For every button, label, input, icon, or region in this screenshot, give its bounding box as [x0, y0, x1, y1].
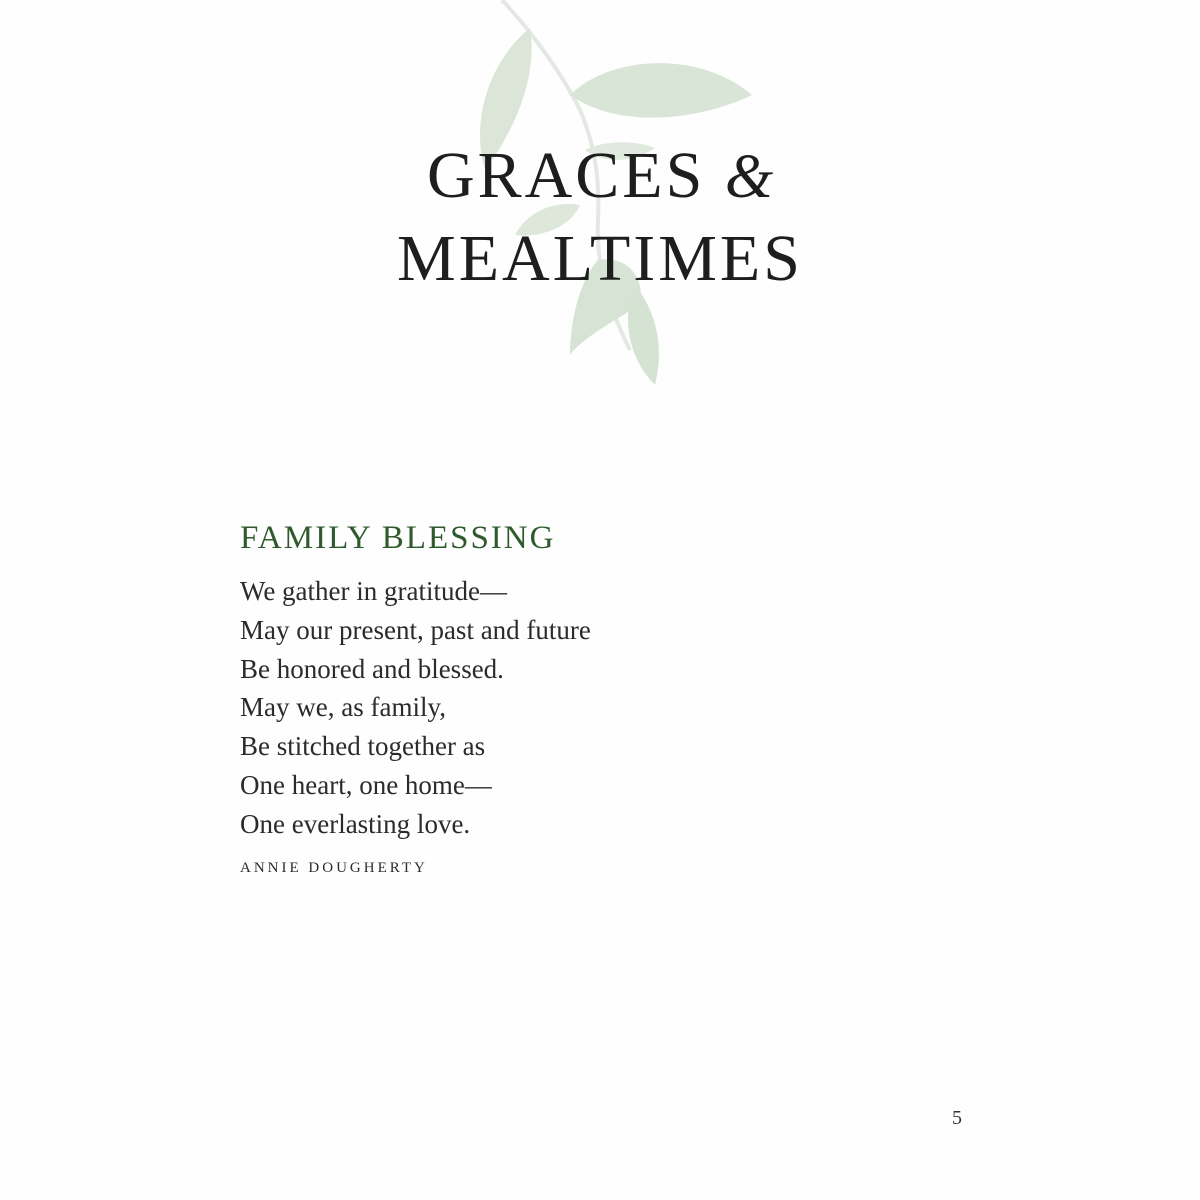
chapter-title-line-2: MEALTIMES	[397, 222, 803, 295]
poem	[240, 516, 840, 877]
chapter-title-word-graces: GRACES	[426, 139, 706, 212]
chapter-title	[0, 135, 1200, 300]
poem-line: We gather in gratitude—	[240, 576, 507, 606]
poem-line: Be stitched together as	[240, 731, 486, 762]
poem-line: Be honored and blessed.	[240, 653, 504, 684]
poem-line: One heart, one home—	[240, 769, 492, 800]
poem-title: FAMILY BLESSING	[240, 520, 556, 556]
poem-line: May our present, past and future	[240, 614, 591, 645]
page-number: 5	[952, 1107, 962, 1129]
poem-author: ANNIE DOUGHERTY	[240, 859, 428, 876]
poem-line: May we, as family,	[240, 692, 446, 723]
poem-lines	[240, 572, 840, 844]
ampersand: &	[724, 143, 774, 211]
chapter-title-line-1	[0, 135, 1200, 218]
poem-line: One everlasting love.	[240, 808, 471, 839]
